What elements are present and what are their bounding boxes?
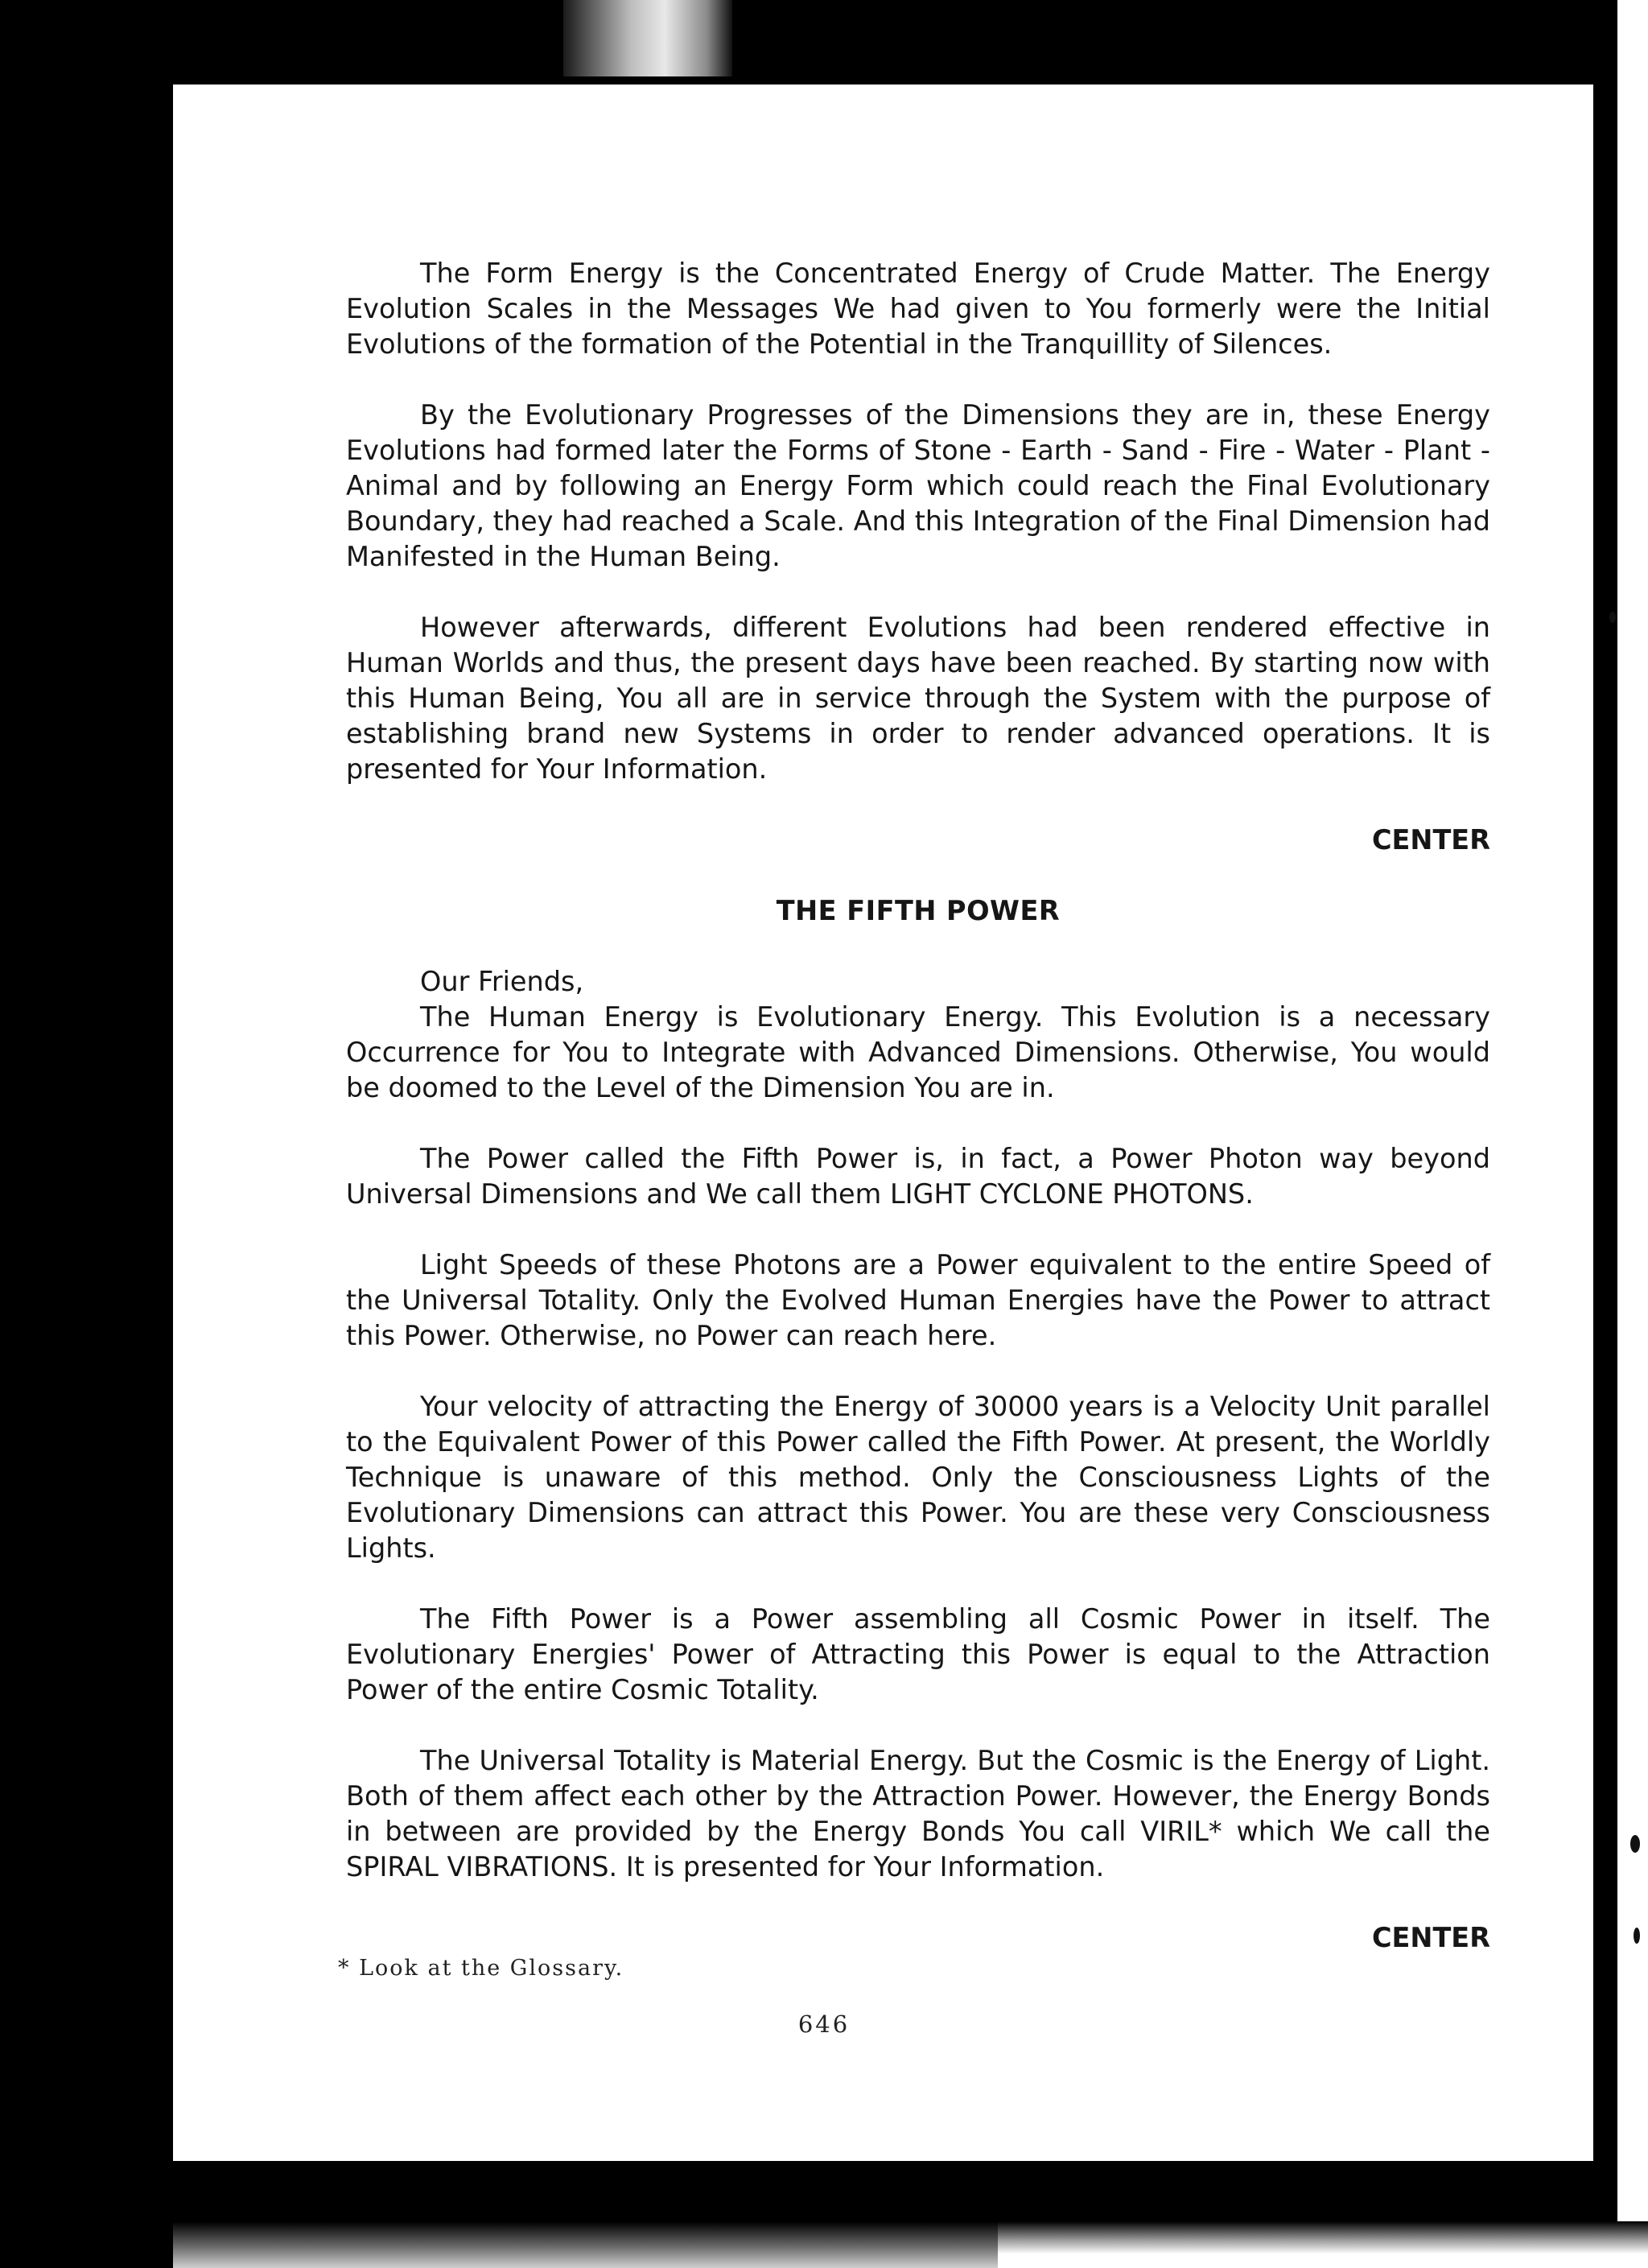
- footnote: * Look at the Glossary.: [338, 1956, 624, 1981]
- scan-right-edge: [1617, 0, 1648, 2268]
- page-number: 646: [797, 2010, 851, 2038]
- paragraph: Light Speeds of these Photons are a Power equivalent to the entire Speed of the Universal Totality. Only the Evolved Human Energies have the Power to attract this Power. Otherwise, no Power can reach here.: [346, 1249, 1490, 1351]
- scan-speck: [1630, 1835, 1640, 1853]
- paragraph: The Universal Totality is Material Energy. But the Cosmic is the Energy of Light. Both of them affect each other by the Attraction Power. However, the Energy Bonds in between are provided by the Energy Bonds You call VIRIL* which We call the SPIRAL VIBRATIONS. It is presented for Your Information.: [346, 1745, 1490, 1882]
- paragraph: However afterwards, different Evolutions had been rendered effective in Human Worlds and thus, the present days have been reached. By starting now with this Human Being, You all are in service through the System with the purpose of establishing brand new Systems in order to render advanced operations. It is presented for Your Information.: [346, 612, 1490, 785]
- paragraph: The Human Energy is Evolutionary Energy. This Evolution is a necessary Occurrence for You to Integrate with Advanced Dimensions. Otherwise, You would be doomed to the Level of the Dimension You are in.: [346, 1001, 1490, 1103]
- paragraph: The Power called the Fifth Power is, in fact, a Power Photon way beyond Universal Dimensions and We call them LIGHT CYCLONE PHOTONS.: [346, 1143, 1490, 1210]
- scan-bottom-edge: [998, 2221, 1648, 2268]
- paragraph: The Form Energy is the Concentrated Energy of Crude Matter. The Energy Evolution Scales in the Messages We had given to You formerly were the Initial Evolutions of the formation of the Potential in the Tranquillity of Silences.: [346, 258, 1490, 360]
- section-heading: THE FIFTH POWER: [776, 895, 1061, 926]
- greeting: Our Friends,: [420, 966, 584, 997]
- scan-top-shadow: [563, 0, 732, 76]
- paragraph: Your velocity of attracting the Energy of 30000 years is a Velocity Unit parallel to the Equivalent Power of this Power called the Fifth Power. At present, the Worldly Technique is unaware of this method. Only the Consciousness Lights of the Evolutionary Dimensions can attract this Power. You are these very Consciousness Lights.: [346, 1391, 1490, 1564]
- page-body: [346, 256, 1490, 1991]
- paragraph: By the Evolutionary Progresses of the Dimensions they are in, these Energy Evolutions had formed later the Forms of Stone - Earth - Sand - Fire - Water - Plant - Animal and by following an Energy Form which could reach the Final Evolutionary Boundary, they had reached a Scale. And this Integration of the Final Dimension had Manifested in the Human Being.: [346, 399, 1490, 572]
- signoff-center: CENTER: [1371, 1922, 1490, 1953]
- paragraph: The Fifth Power is a Power assembling all Cosmic Power in itself. The Evolutionary Energies' Power of Attracting this Power is equal to the Attraction Power of the entire Cosmic Totality.: [346, 1603, 1490, 1705]
- scan-speck: [1609, 612, 1616, 623]
- scan-speck: [1634, 1928, 1640, 1944]
- signoff-center: CENTER: [1371, 824, 1490, 856]
